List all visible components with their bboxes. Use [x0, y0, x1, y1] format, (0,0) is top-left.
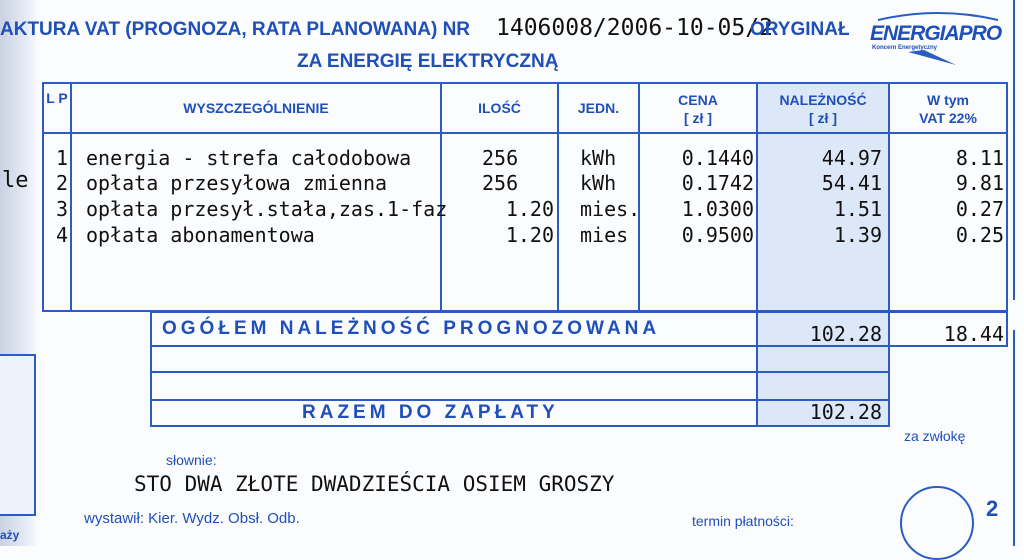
row-vat: 0.27 — [955, 197, 1004, 221]
header-quantity: ILOŚĆ — [478, 100, 521, 116]
row-amount: 44.97 — [821, 146, 882, 170]
row-quantity: 1.20 — [505, 223, 554, 247]
header-amount-line1: NALEŻNOŚĆ — [779, 92, 867, 108]
invoice-title: AKTURA VAT (PROGNOZA, RATA PLANOWANA) NR — [0, 19, 471, 40]
left-edge-text-bottom: aży — [0, 528, 20, 542]
row-amount: 54.41 — [821, 171, 882, 195]
row-lp: 4 — [55, 223, 68, 247]
due-date-label: termin płatności: — [692, 513, 794, 529]
row-description: opłata przesyłowa zmienna — [86, 171, 388, 195]
row-lp: 2 — [55, 171, 68, 195]
header-amount-line2: [ zł ] — [809, 110, 837, 126]
original-label: ORYGINAŁ — [750, 19, 850, 40]
row-amount: 1.51 — [833, 197, 882, 221]
row-quantity: 1.20 — [505, 197, 554, 221]
row-vat: 9.81 — [955, 171, 1004, 195]
energiapro-logo — [868, 8, 1008, 66]
forecast-total-label: OGÓŁEM NALEŻNOŚĆ PROGNOZOWANA — [162, 318, 661, 339]
header-lp: L P — [46, 90, 68, 106]
header-vat-line1: W tym — [927, 92, 969, 108]
row-lp: 1 — [55, 146, 68, 170]
row-vat: 8.11 — [955, 146, 1004, 170]
to-pay-label: RAZEM DO ZAPŁATY — [302, 402, 559, 423]
row-description: opłata abonamentowa — [86, 223, 315, 247]
header-price-line1: CENA — [678, 92, 718, 108]
row-price: 0.1440 — [681, 146, 754, 170]
forecast-total-amount: 102.28 — [809, 322, 882, 346]
logo-name: ENERGIAPRO — [870, 22, 1002, 45]
row-unit: kWh — [580, 146, 617, 170]
amount-in-words: STO DWA ZŁOTE DWADZIEŚCIA OSIEM GROSZY — [134, 472, 615, 496]
row-unit: kWh — [580, 171, 617, 195]
left-edge-text: le — [2, 168, 29, 193]
amount-in-words-label: słownie: — [166, 452, 217, 468]
row-quantity: 256 — [482, 171, 519, 195]
forecast-total-vat: 18.44 — [943, 322, 1004, 346]
row-description: opłata przesył.stała,zas.1-faz — [86, 197, 448, 221]
col-divider — [557, 84, 559, 310]
right-edge-line — [1013, 0, 1015, 300]
right-edge-line-lower — [1013, 330, 1015, 546]
row-price: 0.9500 — [681, 223, 754, 247]
to-pay-hline — [152, 371, 888, 373]
issued-by: wystawił: Kier. Wydz. Obsł. Odb. — [84, 510, 300, 527]
table-header-divider — [44, 132, 1006, 134]
row-description: energia - strefa całodobowa — [86, 146, 412, 170]
row-amount: 1.39 — [833, 223, 882, 247]
row-quantity: 256 — [482, 146, 519, 170]
to-pay-amount: 102.28 — [809, 400, 882, 424]
row-vat: 0.25 — [955, 223, 1004, 247]
row-unit: mies. — [580, 197, 641, 221]
invoice-subtitle: ZA ENERGIĘ ELEKTRYCZNĄ — [297, 51, 559, 72]
row-unit: mies — [580, 223, 629, 247]
header-unit: JEDN. — [577, 100, 620, 116]
row-price: 1.0300 — [681, 197, 754, 221]
invoice-number: 1406008/2006-10-05/2 — [496, 15, 773, 41]
logo-subtitle: Koncern Energetyczny — [872, 45, 938, 51]
page-number: 2 — [986, 496, 999, 521]
header-description: WYSZCZEGÓLNIENIE — [183, 100, 329, 116]
col-divider — [70, 84, 72, 310]
header-vat-line2: VAT 22% — [919, 110, 977, 126]
row-price: 0.1742 — [681, 171, 754, 195]
header-price-line2: [ zł ] — [684, 110, 712, 126]
left-edge-box — [0, 354, 36, 516]
row-lp: 3 — [55, 197, 68, 221]
late-payment-label: za zwłokę — [904, 428, 966, 444]
stamp-circle — [900, 486, 974, 560]
